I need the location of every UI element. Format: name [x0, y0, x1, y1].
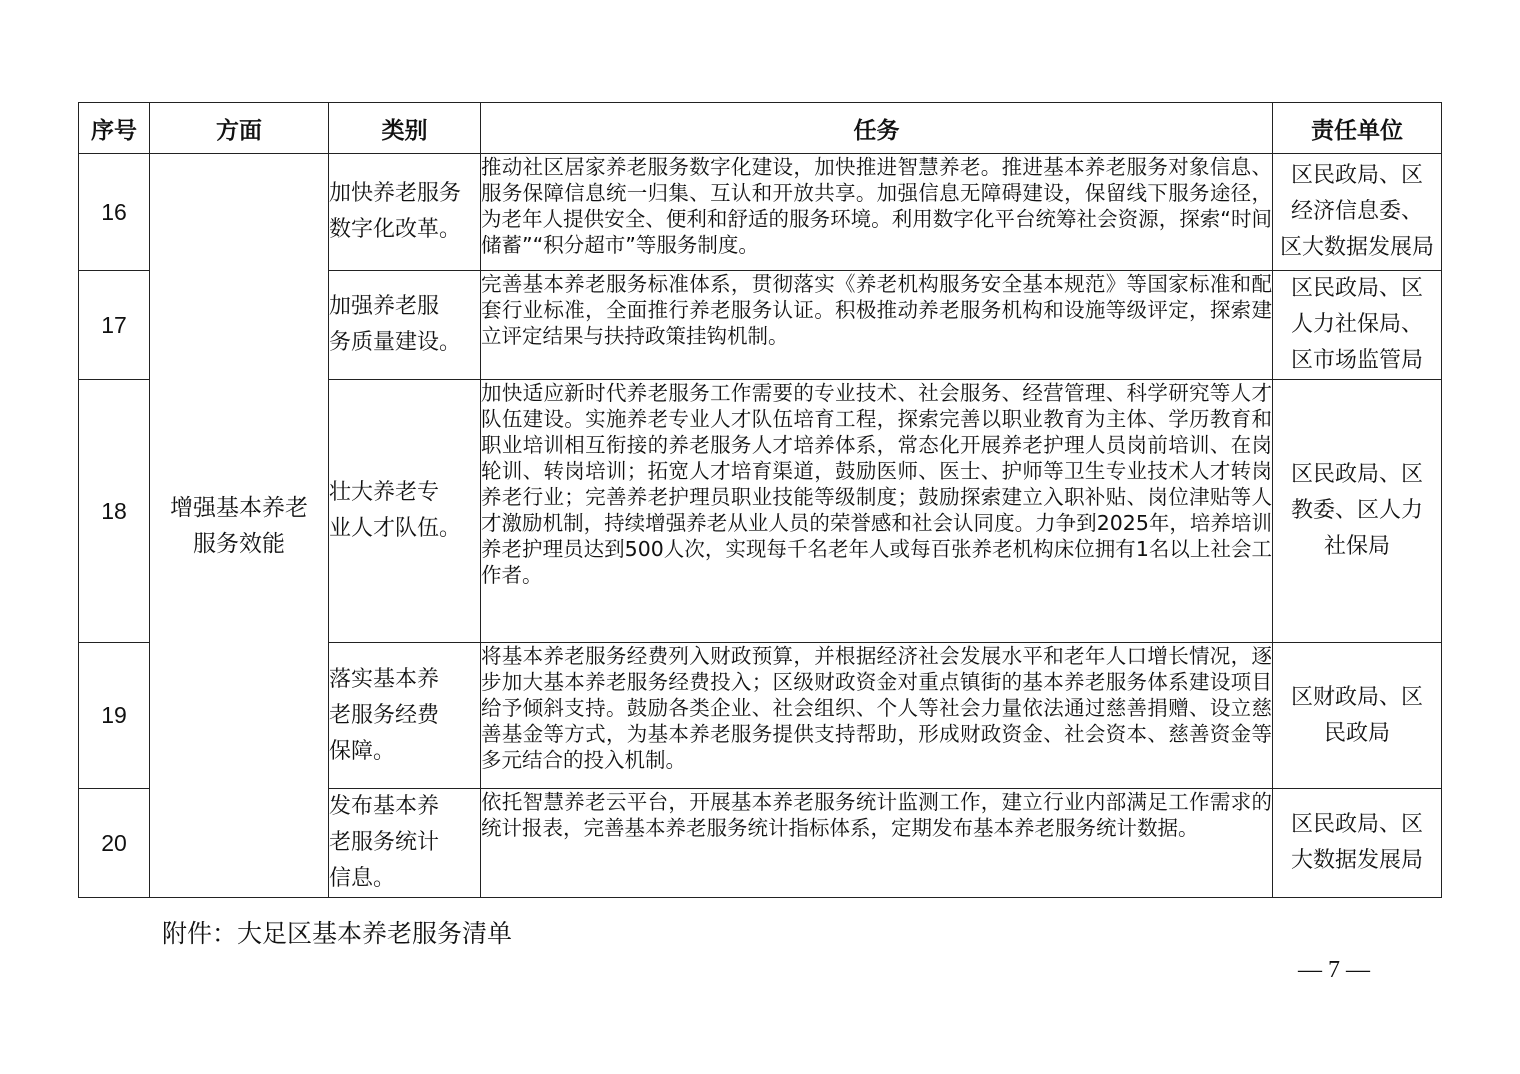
category-cell: 落实基本养 老服务经费 保障。 [329, 643, 481, 789]
header-unit: 责任单位 [1273, 103, 1442, 154]
unit-cell: 区民政局、区 人力社保局、 区市场监管局 [1273, 271, 1442, 380]
task-cell: 完善基本养老服务标准体系，贯彻落实《养老机构服务安全基本规范》等国家标准和配套行业标准，全面推行养老服务认证。积极推动养老服务机构和设施等级评定，探索建立评定结果与扶持政策挂钩机制。 [481, 271, 1273, 380]
row-number: 17 [79, 271, 150, 380]
page-number: — 7 — [1298, 957, 1370, 983]
category-cell: 壮大养老专 业人才队伍。 [329, 380, 481, 643]
table-row [79, 154, 1442, 271]
category-cell: 加快养老服务 数字化改革。 [329, 154, 481, 271]
row-number: 16 [79, 154, 150, 271]
header-category: 类别 [329, 103, 481, 154]
attachment-note: 附件：大足区基本养老服务清单 [162, 919, 513, 948]
task-cell: 加快适应新时代养老服务工作需要的专业技术、社会服务、经营管理、科学研究等人才队伍建设。实施养老专业人才队伍培育工程，探索完善以职业教育为主体、学历教育和职业培训相互衔接的养老服务人才培养体系，常态化开展养老护理人员岗前培训、在岗轮训、转岗培训；拓宽人才培育渠道，鼓励医师、医士、护师等卫生专业技术人才转岗养老行业；完善养老护理员职业技能等级制度；鼓励探索建立入职补贴、岗位津贴等人才激励机制，持续增强养老从业人员的荣誉感和社会认同度。力争到2025年，培养培训养老护理员达到500人次，实现每千名老年人或每百张养老机构床位拥有1名以上社会工作者。 [481, 380, 1273, 643]
unit-cell: 区民政局、区 大数据发展局 [1273, 789, 1442, 898]
category-cell: 发布基本养 老服务统计 信息。 [329, 789, 481, 898]
unit-cell: 区民政局、区 经济信息委、 区大数据发展局 [1273, 154, 1442, 271]
task-cell: 推动社区居家养老服务数字化建设，加快推进智慧养老。推进基本养老服务对象信息、服务保障信息统一归集、互认和开放共享。加强信息无障碍建设，保留线下服务途径，为老年人提供安全、便利和舒适的服务环境。利用数字化平台统筹社会资源，探索“时间储蓄”“积分超市”等服务制度。 [481, 154, 1273, 271]
unit-cell: 区民政局、区 教委、区人力 社保局 [1273, 380, 1442, 643]
header-task: 任务 [481, 103, 1273, 154]
task-cell: 依托智慧养老云平台，开展基本养老服务统计监测工作，建立行业内部满足工作需求的统计报表，完善基本养老服务统计指标体系，定期发布基本养老服务统计数据。 [481, 789, 1273, 898]
category-cell: 加强养老服 务质量建设。 [329, 271, 481, 380]
aspect-cell: 增强基本养老 服务效能 [150, 154, 329, 898]
header-seq: 序号 [79, 103, 150, 154]
header-aspect: 方面 [150, 103, 329, 154]
task-cell: 将基本养老服务经费列入财政预算，并根据经济社会发展水平和老年人口增长情况，逐步加大基本养老服务经费投入；区级财政资金对重点镇街的基本养老服务体系建设项目给予倾斜支持。鼓励各类企业、社会组织、个人等社会力量依法通过慈善捐赠、设立慈善基金等方式，为基本养老服务提供支持帮助，形成财政资金、社会资本、慈善资金等多元结合的投入机制。 [481, 643, 1273, 789]
table-header-row [79, 103, 1442, 154]
row-number: 20 [79, 789, 150, 898]
service-task-table [78, 102, 1442, 898]
row-number: 18 [79, 380, 150, 643]
unit-cell: 区财政局、区 民政局 [1273, 643, 1442, 789]
row-number: 19 [79, 643, 150, 789]
